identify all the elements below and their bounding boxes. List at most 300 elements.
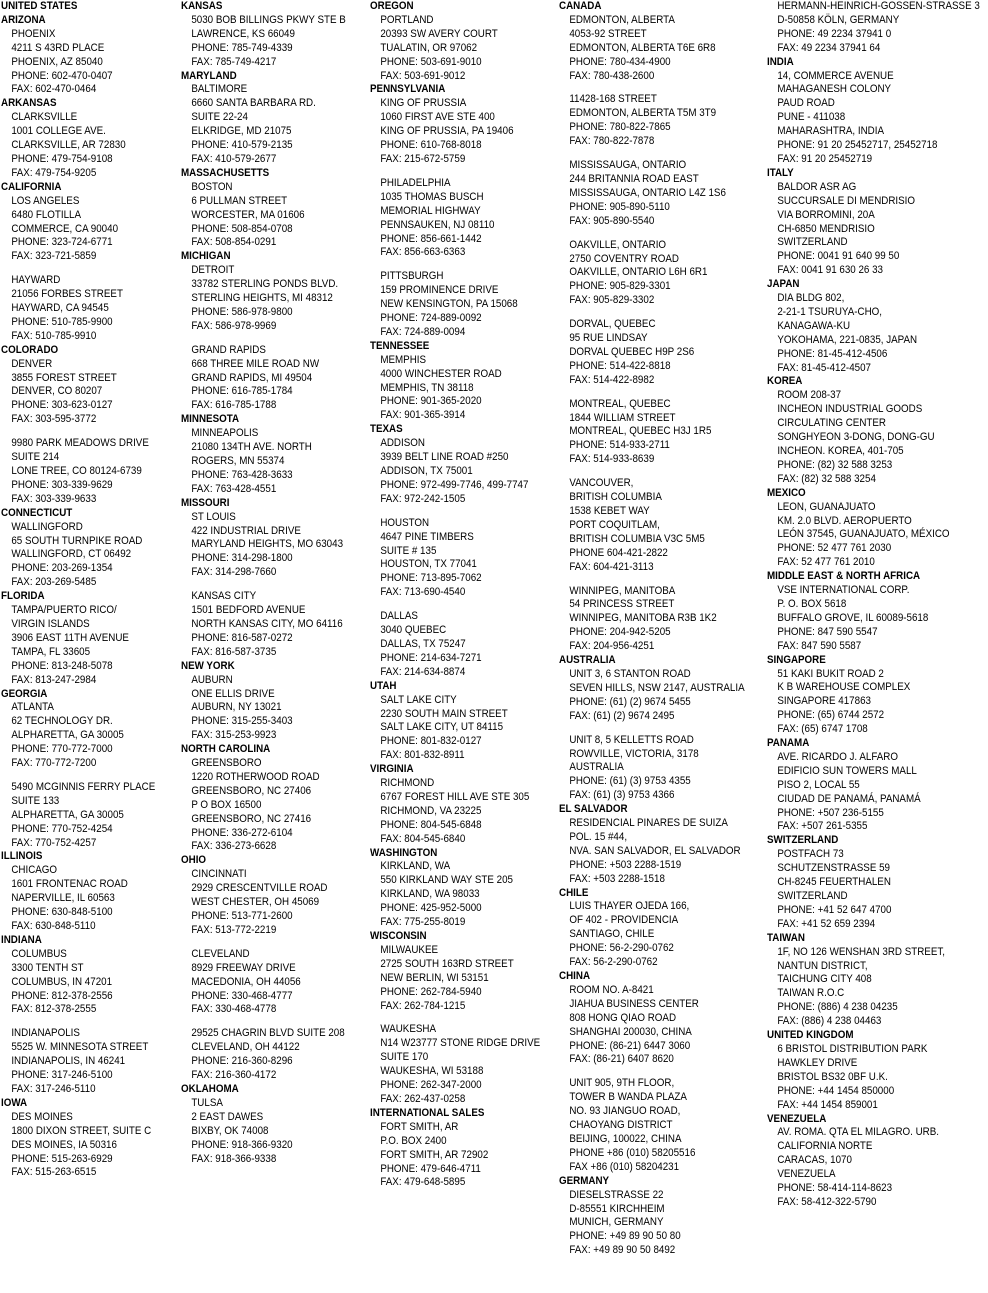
address-line: PHONE: 315-255-3403 [191, 715, 293, 728]
directory-column-2 [181, 0, 346, 1166]
address-line: PHONE: 49 2234 37941 0 [777, 27, 892, 40]
address-line: CH-6850 MENDRISIO [777, 222, 875, 235]
region-heading: KANSAS [181, 0, 223, 12]
address-line: PITTSBURGH [380, 270, 444, 283]
address-line: SWITZERLAND [777, 236, 848, 249]
address-line: TOWER B WANDA PLAZA [569, 1091, 687, 1104]
address-line: 6 PULLMAN STREET [191, 194, 288, 207]
address-line: DES MOINES, IA 50316 [11, 1138, 117, 1151]
address-line: PHONE: 323-724-6771 [11, 236, 113, 249]
address-line: PHONE: 770-772-7000 [11, 743, 113, 756]
address-line: PHOENIX [11, 27, 56, 40]
address-line: VANCOUVER, [569, 477, 634, 490]
address-line: BEIJING, 100022, CHINA [569, 1132, 682, 1145]
address-line: BALTIMORE [191, 83, 248, 96]
address-line: GREENSBORO, NC 27416 [191, 812, 312, 825]
address-line: FAX: 479-648-5895 [380, 1176, 466, 1189]
address-line: KING OF PRUSSIA [380, 97, 467, 110]
address-line: WORCESTER, MA 01606 [191, 208, 305, 221]
address-line: ST LOUIS [191, 510, 236, 523]
address-line: FAX: 508-854-0291 [191, 236, 277, 249]
address-line: 4053-92 STREET [569, 27, 647, 40]
address-line: ATLANTA [11, 701, 54, 714]
address-line: RESIDENCIAL PINARES DE SUIZA [569, 817, 728, 830]
address-line: MILWAUKEE [380, 943, 439, 956]
address-line: FORT SMITH, AR 72902 [380, 1148, 489, 1161]
address-line: NEW BERLIN, WI 53151 [380, 971, 489, 984]
address-line: PHONE: 479-754-9108 [11, 152, 113, 165]
region-heading: JAPAN [767, 278, 800, 291]
address-line: 1501 BEDFORD AVENUE [191, 604, 306, 617]
address-line: FAX: 513-772-2219 [191, 923, 277, 936]
entry-spacer [181, 1017, 346, 1027]
entry-spacer [370, 1013, 540, 1023]
address-line: FAX: 515-263-6515 [11, 1166, 97, 1179]
address-line: LUIS THAYER OJEDA 166, [569, 900, 690, 913]
address-line: PHONE: 510-785-9900 [11, 315, 113, 328]
address-line: EDMONTON, ALBERTA T6E 6R8 [569, 41, 716, 54]
address-line: 3939 BELT LINE ROAD #250 [380, 451, 509, 464]
address-line: FAX: 856-663-6363 [380, 246, 466, 259]
address-line: 6767 FOREST HILL AVE STE 305 [380, 790, 530, 803]
address-line: 4211 S 43RD PLACE [11, 41, 105, 54]
address-line: FAX: +503 2288-1518 [569, 872, 665, 885]
address-line: PHONE: 812-378-2556 [11, 989, 113, 1002]
address-line: PHONE: (86-21) 6447 3060 [569, 1039, 691, 1052]
address-line: AUBURN [191, 673, 233, 686]
region-heading: INTERNATIONAL SALES [370, 1106, 485, 1119]
address-line: PHONE: 262-347-2000 [380, 1079, 482, 1092]
region-heading: PANAMA [767, 737, 810, 750]
address-line: YOKOHAMA, 221-0835, JAPAN [777, 333, 918, 346]
address-line: PHONE: 81-45-412-4506 [777, 347, 888, 360]
address-line: FAX: 713-690-4540 [380, 586, 466, 599]
directory-column-3 [370, 0, 540, 1190]
region-heading: CANADA [559, 0, 602, 12]
address-line: 2929 CRESCENTVILLE ROAD [191, 882, 328, 895]
address-line: MACEDONIA, OH 44056 [191, 975, 301, 988]
address-line: SHANGHAI 200030, CHINA [569, 1025, 692, 1038]
address-line: FAX: 323-721-5859 [11, 250, 97, 263]
address-line: KM. 2.0 BLVD. AEROPUERTO [777, 514, 912, 527]
address-line: PHONE: 713-895-7062 [380, 572, 482, 585]
address-line: FAX: 58-412-322-5790 [777, 1195, 877, 1208]
region-heading: ILLINOIS [1, 850, 43, 863]
region-heading: MASSACHUSETTS [181, 166, 270, 179]
address-line: HAYWARD, CA 94545 [11, 302, 109, 315]
address-line: PHONE: 780-822-7865 [569, 121, 671, 134]
address-line: FAX: 813-247-2984 [11, 673, 97, 686]
region-heading: GEORGIA [1, 687, 48, 700]
region-heading: TAIWAN [767, 931, 805, 944]
address-line: 3906 EAST 11TH AVENUE [11, 631, 129, 644]
address-line: FAX: +49 89 90 50 8492 [569, 1244, 676, 1257]
address-line: DORVAL QUEBEC H9P 2S6 [569, 345, 695, 358]
region-heading: MINNESOTA [181, 413, 240, 426]
address-line: 159 PROMINENCE DRIVE [380, 284, 499, 297]
address-line: CIRCULATING CENTER [777, 417, 886, 430]
entry-spacer [559, 724, 745, 734]
address-line: KING OF PRUSSIA, PA 19406 [380, 125, 514, 138]
address-line: FAX: 330-468-4778 [191, 1003, 277, 1016]
region-heading: FLORIDA [1, 590, 45, 603]
address-line: 422 INDUSTRIAL DRIVE [191, 524, 301, 537]
address-line: 21080 134TH AVE. NORTH [191, 441, 312, 454]
region-heading: AUSTRALIA [559, 654, 616, 667]
address-line: ROOM 208-37 [777, 389, 842, 402]
region-heading: UTAH [370, 679, 397, 692]
address-line: FAX: 812-378-2555 [11, 1003, 97, 1016]
address-line: DES MOINES [11, 1110, 73, 1123]
address-line: 6660 SANTA BARBARA RD. [191, 97, 316, 110]
entry-spacer [1, 771, 155, 781]
address-line: PHONE: 804-545-6848 [380, 818, 482, 831]
address-line: MEMPHIS [380, 353, 427, 366]
address-line: ROGERS, MN 55374 [191, 455, 285, 467]
address-line: PHONE: 262-784-5940 [380, 985, 482, 998]
address-line: FAX: 0041 91 630 26 33 [777, 264, 883, 277]
address-line: FAX: (886) 4 238 04463 [777, 1015, 882, 1028]
address-line: FAX: 303-595-3772 [11, 413, 97, 426]
address-line: PHONE: 216-360-8296 [191, 1055, 293, 1068]
address-line: 29525 CHAGRIN BLVD SUITE 208 [191, 1027, 345, 1040]
region-heading: OKLAHOMA [181, 1082, 239, 1095]
address-line: 1060 FIRST AVE STE 400 [380, 111, 495, 124]
region-heading: VENEZUELA [767, 1112, 827, 1125]
region-heading: MIDDLE EAST & NORTH AFRICA [767, 570, 921, 583]
address-line: EDMONTON, ALBERTA [569, 13, 675, 26]
address-line: HOUSTON, TX 77041 [380, 558, 477, 571]
address-line: HAYWARD [11, 274, 61, 287]
region-heading: CALIFORNIA [1, 180, 62, 193]
region-heading: TENNESSEE [370, 339, 430, 352]
address-line: 2750 COVENTRY ROAD [569, 252, 679, 265]
address-line: PHONE: 515-263-6929 [11, 1152, 113, 1165]
address-line: PHONE: 203-269-1354 [11, 562, 113, 575]
address-line: 2230 SOUTH MAIN STREET [380, 707, 508, 720]
address-line: PHONE: 91 20 25452717, 25452718 [777, 139, 938, 152]
address-line: FAX: 616-785-1788 [191, 399, 277, 412]
address-line: FAX: 56-2-290-0762 [569, 956, 658, 969]
address-line: MARYLAND HEIGHTS, MO 63043 [191, 538, 344, 551]
address-line: ADDISON, TX 75001 [380, 465, 473, 477]
address-line: CLEVELAND, OH 44122 [191, 1041, 300, 1054]
address-line: PHONE: 905-890-5110 [569, 200, 670, 213]
address-line: KIRKLAND, WA 98033 [380, 888, 480, 901]
address-line: PHONE: 52 477 761 2030 [777, 542, 892, 555]
address-line: 14, COMMERCE AVENUE [777, 69, 894, 82]
address-line: CINCINNATI [191, 868, 247, 881]
address-line: DALLAS, TX 75247 [380, 637, 466, 650]
address-line: SINGAPORE 417863 [777, 695, 871, 708]
address-line: FAX: 901-365-3914 [380, 409, 466, 422]
address-line: LONE TREE, CO 80124-6739 [11, 465, 142, 477]
address-line: PHONE: 586-978-9800 [191, 305, 293, 318]
region-heading: CONNECTICUT [1, 506, 73, 519]
address-line: CIUDAD DE PANAMÁ, PANAMÁ [777, 792, 921, 805]
address-line: 1035 THOMAS BUSCH [380, 190, 484, 203]
address-line: HERMANN-HEINRICH-GOSSEN-STRASSE 3 [777, 0, 980, 12]
address-line: PENNSAUKEN, NJ 08110 [380, 218, 495, 231]
address-line: PHONE: 610-768-8018 [380, 139, 482, 152]
address-line: PHILADELPHIA [380, 176, 451, 189]
address-line: 244 BRITANNIA ROAD EAST [569, 172, 699, 185]
address-line: MUNICH, GERMANY [569, 1216, 664, 1229]
address-line: CHAOYANG DISTRICT [569, 1119, 673, 1132]
address-line: FAX: 215-672-5759 [380, 152, 466, 165]
address-line: GRAND RAPIDS [191, 343, 266, 356]
address-line: LAWRENCE, KS 66049 [191, 27, 295, 40]
address-line: FAX: +41 52 659 2394 [777, 917, 876, 930]
address-line: FAX: (82) 32 588 3254 [777, 472, 876, 485]
address-line: PHONE: +41 52 647 4700 [777, 903, 892, 916]
address-line: FAX: +44 1454 859001 [777, 1098, 878, 1111]
address-line: FAX: 314-298-7660 [191, 566, 277, 579]
address-line: FAX: 602-470-0464 [11, 83, 97, 96]
address-line: PHONE: (886) 4 238 04235 [777, 1001, 898, 1014]
address-line: SUITE 214 [11, 451, 60, 464]
address-line: PAUD ROAD [777, 97, 835, 110]
address-line: SUITE 170 [380, 1051, 429, 1064]
address-line: FAX: 763-428-4551 [191, 482, 277, 495]
address-line: CALIFORNIA NORTE [777, 1140, 873, 1153]
address-line: WAUKESHA, WI 53188 [380, 1065, 484, 1078]
address-line: EDMONTON, ALBERTA T5M 3T9 [569, 107, 717, 120]
address-line: STERLING HEIGHTS, MI 48312 [191, 292, 333, 305]
region-heading: SWITZERLAND [767, 834, 839, 847]
address-line: PHONE: 763-428-3633 [191, 468, 293, 481]
address-line: PHONE: 801-832-0127 [380, 735, 482, 748]
address-line: K B WAREHOUSE COMPLEX [777, 681, 911, 694]
region-heading: MISSOURI [181, 496, 230, 509]
address-line: WAUKESHA [380, 1023, 437, 1036]
address-line: 1800 DIXON STREET, SUITE C [11, 1124, 152, 1137]
address-line: FAX: 216-360-4172 [191, 1069, 277, 1082]
address-line: CH-8245 FEUERTHALEN [777, 876, 891, 889]
address-line: PHONE: 630-848-5100 [11, 906, 113, 919]
address-line: 6 BRISTOL DISTRIBUTION PARK [777, 1042, 928, 1055]
address-line: FAX: 630-848-5110 [11, 920, 96, 932]
address-line: BOSTON [191, 180, 233, 193]
address-line: 808 HONG QIAO ROAD [569, 1011, 677, 1024]
address-line: FAX: 770-772-7200 [11, 757, 97, 770]
address-line: UNIT 905, 9TH FLOOR, [569, 1077, 675, 1090]
address-line: MEMORIAL HIGHWAY [380, 204, 481, 217]
address-line: PHONE: 204-942-5205 [569, 626, 671, 639]
region-heading: INDIANA [1, 933, 42, 946]
address-line: ELKRIDGE, MD 21075 [191, 125, 292, 138]
address-line: CLEVELAND [191, 947, 250, 960]
address-line: FAX: 780-438-2600 [569, 69, 655, 82]
entry-spacer [1, 264, 155, 274]
address-line: FAX: 336-273-6628 [191, 840, 277, 853]
address-line: PHONE: 317-246-5100 [11, 1069, 113, 1082]
address-line: PHONE: 503-691-9010 [380, 55, 482, 68]
address-line: BRITISH COLUMBIA [569, 491, 662, 504]
address-line: PHONE: (61) (2) 9674 5455 [569, 695, 691, 708]
region-heading: ARIZONA [1, 13, 46, 26]
address-line: AVE. RICARDO J. ALFARO [777, 750, 898, 763]
address-line: FAX: (61) (2) 9674 2495 [569, 709, 675, 722]
entry-spacer [181, 334, 346, 344]
address-line: VENEZUELA [777, 1168, 836, 1181]
address-line: MISSISSAUGA, ONTARIO [569, 159, 687, 172]
address-line: AUBURN, NY 13021 [191, 701, 282, 714]
address-line: 51 KAKI BUKIT ROAD 2 [777, 667, 884, 680]
address-line: FAX: 905-890-5540 [569, 214, 655, 227]
entry-spacer [181, 938, 346, 948]
region-heading: INDIA [767, 55, 794, 68]
address-line: 1F, NO 126 WENSHAN 3RD STREET, [777, 945, 945, 958]
address-line: 5525 W. MINNESOTA STREET [11, 1041, 149, 1054]
address-line: 2-21-1 TSURUYA-CHO, [777, 305, 883, 318]
address-line: D-50858 KÖLN, GERMANY [777, 13, 900, 26]
region-heading: CHINA [559, 970, 591, 982]
address-line: FAX +86 (010) 58204231 [569, 1160, 680, 1173]
address-line: 668 THREE MILE ROAD NW [191, 357, 320, 370]
address-line: PHONE: 314-298-1800 [191, 552, 293, 565]
address-line: FAX: 317-246-5110 [11, 1082, 96, 1095]
address-line: FAX: 724-889-0094 [380, 325, 466, 338]
address-line: FAX: 262-784-1215 [380, 999, 466, 1012]
address-line: 62 TECHNOLOGY DR. [11, 715, 113, 728]
address-line: NEW KENSINGTON, PA 15068 [380, 298, 518, 311]
address-line: SUITE 133 [11, 794, 60, 807]
address-line: PHONE: 58-414-114-8623 [777, 1182, 893, 1195]
address-line: WEST CHESTER, OH 45069 [191, 896, 320, 909]
address-line: 9980 PARK MEADOWS DRIVE [11, 437, 149, 450]
address-line: FAX: +507 261-5355 [777, 820, 868, 833]
address-line: 5490 MCGINNIS FERRY PLACE [11, 780, 156, 793]
address-line: KANSAS CITY [191, 590, 257, 603]
address-line: PHONE: 513-771-2600 [191, 910, 293, 922]
address-line: PHONE: 508-854-0708 [191, 222, 293, 235]
address-line: P.O. BOX 2400 [380, 1134, 447, 1147]
address-line: PHONE: +44 1454 850000 [777, 1084, 895, 1097]
address-line: FAX: 479-754-9205 [11, 166, 97, 179]
address-line: MINNEAPOLIS [191, 427, 259, 440]
entry-spacer [559, 388, 745, 398]
address-line: TAMPA, FL 33605 [11, 645, 91, 658]
entry-spacer [1, 1017, 155, 1027]
address-line: UNIT 8, 5 KELLETTS ROAD [569, 733, 694, 746]
address-line: PHONE: 780-434-4900 [569, 55, 671, 68]
region-heading: PENNSYLVANIA [370, 83, 446, 96]
address-line: BIXBY, OK 74008 [191, 1124, 269, 1137]
entry-spacer [370, 167, 540, 177]
address-line: FAX: 410-579-2677 [191, 152, 277, 165]
address-line: CLARKSVILLE [11, 111, 78, 124]
address-line: DIESELSTRASSE 22 [569, 1188, 664, 1201]
address-line: FAX: 203-269-5485 [11, 576, 97, 589]
address-line: 3300 TENTH ST [11, 961, 84, 974]
address-line: COLUMBUS [11, 947, 67, 960]
region-heading: OREGON [370, 0, 414, 12]
address-line: FAX: 905-829-3302 [569, 294, 655, 307]
address-line: INDIANAPOLIS, IN 46241 [11, 1055, 126, 1068]
address-line: SUITE 22-24 [191, 111, 248, 124]
address-line: SCHUTZENSTRASSE 59 [777, 862, 891, 875]
address-line: NANTUN DISTRICT, [777, 959, 868, 972]
address-line: FAX: 775-255-8019 [380, 916, 466, 929]
region-heading: WISCONSIN [370, 930, 427, 942]
address-line: PHONE: (61) (3) 9753 4355 [569, 775, 691, 788]
address-line: FAX: 315-253-9923 [191, 729, 277, 742]
address-line: TULSA [191, 1096, 223, 1109]
entry-spacer [1, 427, 155, 437]
entry-spacer [559, 83, 745, 93]
region-heading: UNITED KINGDOM [767, 1029, 854, 1042]
address-line: SUITE # 135 [380, 544, 437, 557]
address-line: DIA BLDG 802, [777, 292, 845, 305]
directory-column-5 [767, 0, 980, 1210]
address-line: KIRKLAND, WA [380, 860, 451, 873]
region-heading: CHILE [559, 886, 589, 899]
entry-spacer [370, 600, 540, 610]
address-line: BRISTOL BS32 0BF U.K. [777, 1070, 888, 1083]
address-line: 54 PRINCESS STREET [569, 598, 675, 611]
address-line: FAX: 770-752-4257 [11, 836, 97, 849]
address-line: RICHMOND, VA 23225 [380, 804, 482, 817]
region-heading: GERMANY [559, 1174, 610, 1187]
address-line: DENVER [11, 357, 53, 370]
address-line: FAX: 514-933-8639 [569, 453, 655, 466]
address-line: FAX: 804-545-6840 [380, 832, 466, 845]
address-line: EDIFICIO SUN TOWERS MALL [777, 764, 917, 777]
address-line: 65 SOUTH TURNPIKE ROAD [11, 534, 143, 547]
address-line: PORTLAND [380, 13, 434, 26]
entry-spacer [559, 1067, 745, 1077]
region-heading: MICHIGAN [181, 250, 231, 263]
address-line: FAX: (61) (3) 9753 4366 [569, 789, 675, 802]
address-line: TAICHUNG CITY 408 [777, 973, 872, 986]
address-line: FAX: (86-21) 6407 8620 [569, 1053, 674, 1066]
address-line: ONE ELLIS DRIVE [191, 687, 275, 700]
address-line: VIRGIN ISLANDS [11, 617, 90, 630]
address-line: 2 EAST DAWES [191, 1110, 264, 1123]
address-line: SUCCURSALE DI MENDRISIO [777, 194, 916, 207]
address-line: PHONE: +503 2288-1519 [569, 858, 682, 871]
address-line: FAX: 586-978-9969 [191, 319, 277, 332]
region-heading: NORTH CAROLINA [181, 743, 271, 756]
address-line: NO. 93 JIANGUO ROAD, [569, 1105, 681, 1118]
address-line: PHOENIX, AZ 85040 [11, 55, 103, 68]
address-line: TUALATIN, OR 97062 [380, 41, 478, 54]
address-line: SALT LAKE CITY, UT 84115 [380, 721, 504, 734]
address-line: P O BOX 16500 [191, 798, 262, 811]
address-line: FAX: 49 2234 37941 64 [777, 41, 881, 54]
region-heading: EL SALVADOR [559, 803, 628, 816]
address-line: FAX: 972-242-1505 [380, 492, 466, 505]
address-line: LOS ANGELES [11, 194, 80, 207]
address-line: PHONE 604-421-2822 [569, 546, 668, 559]
address-line: SONGHYEON 3-DONG, DONG-GU [777, 431, 935, 444]
address-line: WALLINGFORD [11, 520, 83, 533]
address-line: 21056 FORBES STREET [11, 288, 123, 301]
region-heading: VIRGINIA [370, 763, 414, 776]
address-line: PHONE: 479-646-4711 [380, 1162, 481, 1175]
address-line: PHONE: 602-470-0407 [11, 69, 113, 82]
address-line: OF 402 - PROVIDENCIA [569, 914, 679, 927]
address-line: PHONE: 514-422-8818 [569, 359, 671, 372]
address-line: 4647 PINE TIMBERS [380, 530, 474, 543]
address-line: 33782 STERLING PONDS BLVD. [191, 278, 339, 291]
address-line: HOUSTON [380, 516, 430, 529]
address-line: MISSISSAUGA, ONTARIO L4Z 1S6 [569, 186, 726, 199]
address-line: PHONE: 303-339-9629 [11, 478, 113, 491]
address-line: BALDOR ASR AG [777, 180, 857, 193]
address-line: WINNIPEG, MANITOBA [569, 584, 676, 597]
